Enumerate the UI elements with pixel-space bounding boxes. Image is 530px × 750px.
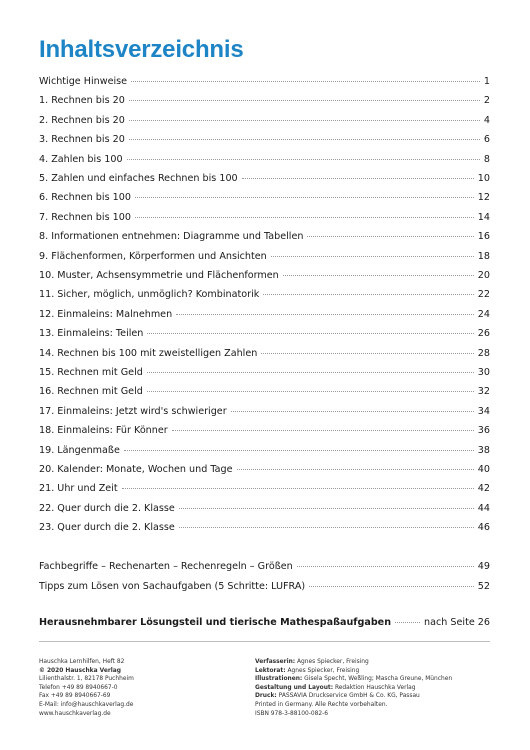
leader-dots xyxy=(263,294,473,295)
toc-entry-label: 15. Rechnen mit Geld xyxy=(39,367,143,378)
leader-dots xyxy=(297,566,474,567)
toc-entry-label: Herausnehmbarer Lösungsteil und tierische Mathespaßaufgaben xyxy=(39,617,392,628)
imprint-line: www.hauschkaverlag.de xyxy=(39,710,111,717)
leader-dots xyxy=(179,508,474,509)
toc-entry-page: 49 xyxy=(477,561,490,572)
toc-entry[interactable] xyxy=(39,115,490,127)
leader-dots xyxy=(129,120,480,121)
toc-entry-page: 34 xyxy=(477,405,490,417)
credit-line xyxy=(255,710,452,719)
toc-entry-page: 6 xyxy=(483,134,490,146)
toc-entry-page: 16 xyxy=(477,231,490,243)
toc-entry-page: 8 xyxy=(483,153,490,165)
toc-entry[interactable] xyxy=(39,464,490,476)
toc-entry-page: 10 xyxy=(477,173,490,184)
leader-dots xyxy=(147,333,473,334)
toc-entry-label: 21. Uhr und Zeit xyxy=(39,483,118,495)
leader-dots xyxy=(309,586,474,587)
leader-dots xyxy=(179,527,474,528)
leader-dots xyxy=(176,314,474,315)
toc-entry-label: 16. Rechnen mit Geld xyxy=(39,386,143,398)
toc-entry-page: 24 xyxy=(477,308,490,320)
toc-entry-page: 46 xyxy=(477,522,490,534)
toc-entry-page: 12 xyxy=(477,192,490,204)
toc-entry-label: Fachbegriffe – Rechenarten – Rechenregeln – Größen xyxy=(39,561,293,572)
credit-value: Printed in Germany. Alle Rechte vorbehalten. xyxy=(255,701,388,708)
toc-entry-label: Wichtige Hinweise xyxy=(39,76,128,87)
toc-entry[interactable] xyxy=(39,445,490,457)
toc-entry[interactable] xyxy=(39,212,490,224)
toc-entry-page: 52 xyxy=(477,580,490,592)
credit-line xyxy=(255,667,452,676)
toc-entry-label: 2. Rechnen bis 20 xyxy=(39,114,125,126)
credit-line xyxy=(255,692,452,701)
toc-entry[interactable] xyxy=(39,192,490,204)
leader-dots xyxy=(261,353,473,354)
toc-entry-page: 2 xyxy=(483,95,490,107)
toc-entry-label: 13. Einmaleins: Teilen xyxy=(39,328,144,340)
toc-entry-label: 19. Längenmaße xyxy=(39,444,120,456)
leader-dots xyxy=(129,139,480,140)
imprint-line: Fax +49 89 8940667-69 xyxy=(39,693,111,700)
toc-entry[interactable] xyxy=(39,270,490,282)
toc-entry-label: 23. Quer durch die 2. Klasse xyxy=(39,522,175,534)
insert-entry[interactable] xyxy=(39,617,490,629)
leader-dots xyxy=(307,236,473,237)
credit-line xyxy=(255,675,452,684)
toc-entry-label: 7. Rechnen bis 100 xyxy=(39,211,131,223)
leader-dots xyxy=(129,100,480,101)
toc-entry-page: nach Seite 26 xyxy=(424,617,490,628)
toc-entry[interactable] xyxy=(39,95,490,107)
toc-entry-page: 36 xyxy=(477,425,490,437)
toc-entry-label: 10. Muster, Achsensymmetrie und Flächenformen xyxy=(39,270,279,281)
toc-entry-page: 28 xyxy=(477,347,490,359)
imprint-publisher xyxy=(39,658,134,718)
leader-dots xyxy=(172,430,474,431)
leader-dots xyxy=(271,256,474,257)
leader-dots xyxy=(147,391,474,392)
credit-line xyxy=(255,701,452,710)
toc-entry-page: 42 xyxy=(477,483,490,495)
leader-dots xyxy=(147,372,474,373)
leader-dots xyxy=(135,197,474,198)
toc-entry-page: 26 xyxy=(477,328,490,340)
toc-entry-page: 4 xyxy=(483,114,490,126)
credit-value: PASSAVIA Druckservice GmbH & Co. KG, Passau xyxy=(278,693,420,700)
toc-entry-label: 1. Rechnen bis 20 xyxy=(39,95,125,107)
credit-key: Druck: xyxy=(255,693,277,700)
toc-entry[interactable] xyxy=(39,289,490,301)
toc-entry[interactable] xyxy=(39,425,490,437)
credit-key: Gestaltung und Layout: xyxy=(255,684,334,691)
toc-entry[interactable] xyxy=(39,483,490,495)
page-title: Inhaltsverzeichnis xyxy=(39,36,244,63)
toc-entry-page: 14 xyxy=(477,211,490,223)
credit-value: ISBN 978-3-88100-082-6 xyxy=(255,710,329,717)
credit-key: Lektorat: xyxy=(255,667,286,674)
toc-entry-page: 18 xyxy=(477,250,490,262)
toc-entry[interactable] xyxy=(39,231,490,243)
toc-entry-label: 8. Informationen entnehmen: Diagramme und Tabellen xyxy=(39,231,304,243)
toc-entry[interactable] xyxy=(39,309,490,321)
toc-entry[interactable] xyxy=(39,522,490,534)
toc-entry[interactable] xyxy=(39,76,490,88)
toc-entry[interactable] xyxy=(39,367,490,379)
footer-divider xyxy=(39,641,490,642)
leader-dots xyxy=(122,488,474,489)
toc-entry-label: 12. Einmaleins: Malnehmen xyxy=(39,308,173,320)
toc-entry[interactable] xyxy=(39,251,490,263)
toc-entry[interactable] xyxy=(39,503,490,515)
toc-entry[interactable] xyxy=(39,581,490,593)
toc-entry[interactable] xyxy=(39,173,490,185)
credit-value: Gisela Specht, Weßling; Mascha Greune, München xyxy=(304,676,453,683)
credit-value: Agnes Spiecker, Freising xyxy=(287,667,360,674)
leader-dots xyxy=(127,159,480,160)
credit-key: Verfasserin: xyxy=(255,659,296,665)
leader-dots xyxy=(131,81,480,82)
imprint-line: Lilienthalstr. 1, 82178 Puchheim xyxy=(39,676,134,683)
toc-entry-label: 11. Sicher, möglich, unmöglich? Kombinatorik xyxy=(39,289,260,301)
toc-entry[interactable] xyxy=(39,406,490,418)
imprint-line: Hauschka Lernhilfen, Heft 82 xyxy=(39,659,125,665)
toc-entry-label: 14. Rechnen bis 100 mit zweistelligen Zahlen xyxy=(39,347,258,359)
toc-entry-page: 32 xyxy=(477,386,490,398)
toc-entry[interactable] xyxy=(39,328,490,340)
leader-dots xyxy=(237,469,474,470)
credit-line xyxy=(255,658,452,667)
toc-entry-label: 22. Quer durch die 2. Klasse xyxy=(39,502,175,514)
imprint-credits xyxy=(255,658,452,718)
toc-entry-label: 20. Kalender: Monate, Wochen und Tage xyxy=(39,464,233,475)
toc-entry-label: 9. Flächenformen, Körperformen und Ansichten xyxy=(39,250,267,262)
imprint-line: E-Mail: info@hauschkaverlag.de xyxy=(39,701,134,708)
toc-entry-label: 3. Rechnen bis 20 xyxy=(39,134,125,146)
toc-entry-page: 20 xyxy=(477,270,490,281)
credit-line xyxy=(255,684,452,693)
leader-dots xyxy=(283,275,474,276)
leader-dots xyxy=(135,217,474,218)
toc-entry-page: 38 xyxy=(477,444,490,456)
toc-entry-page: 22 xyxy=(477,289,490,301)
toc-entry-label: 18. Einmaleins: Für Könner xyxy=(39,425,168,437)
toc-entry-page: 44 xyxy=(477,502,490,514)
toc-entry-page: 1 xyxy=(483,76,490,87)
toc-entry-label: 5. Zahlen und einfaches Rechnen bis 100 xyxy=(39,173,238,184)
toc-entry-label: 6. Rechnen bis 100 xyxy=(39,192,131,204)
toc-entry[interactable] xyxy=(39,134,490,146)
toc-entry-label: Tipps zum Lösen von Sachaufgaben (5 Schritte: LUFRA) xyxy=(39,580,306,592)
leader-dots xyxy=(242,178,474,179)
toc-entry-page: 40 xyxy=(477,464,490,475)
credit-value: Redaktion Hauschka Verlag xyxy=(334,684,416,691)
toc-entry[interactable] xyxy=(39,386,490,398)
toc-entry[interactable] xyxy=(39,561,490,573)
toc-entry-page: 30 xyxy=(477,367,490,378)
leader-dots xyxy=(124,450,474,451)
credit-key: Illustrationen: xyxy=(255,676,303,683)
credit-value: Agnes Spiecker, Freising xyxy=(297,659,369,665)
toc-entry[interactable] xyxy=(39,348,490,360)
leader-dots xyxy=(395,622,420,623)
leader-dots xyxy=(231,411,474,412)
imprint-line: © 2020 Hauschka Verlag xyxy=(39,667,121,674)
imprint-line: Telefon +49 89 8940667-0 xyxy=(39,684,118,691)
toc-entry[interactable] xyxy=(39,154,490,166)
toc-entry-label: 4. Zahlen bis 100 xyxy=(39,153,123,165)
toc-entry-label: 17. Einmaleins: Jetzt wird's schwieriger xyxy=(39,405,227,417)
